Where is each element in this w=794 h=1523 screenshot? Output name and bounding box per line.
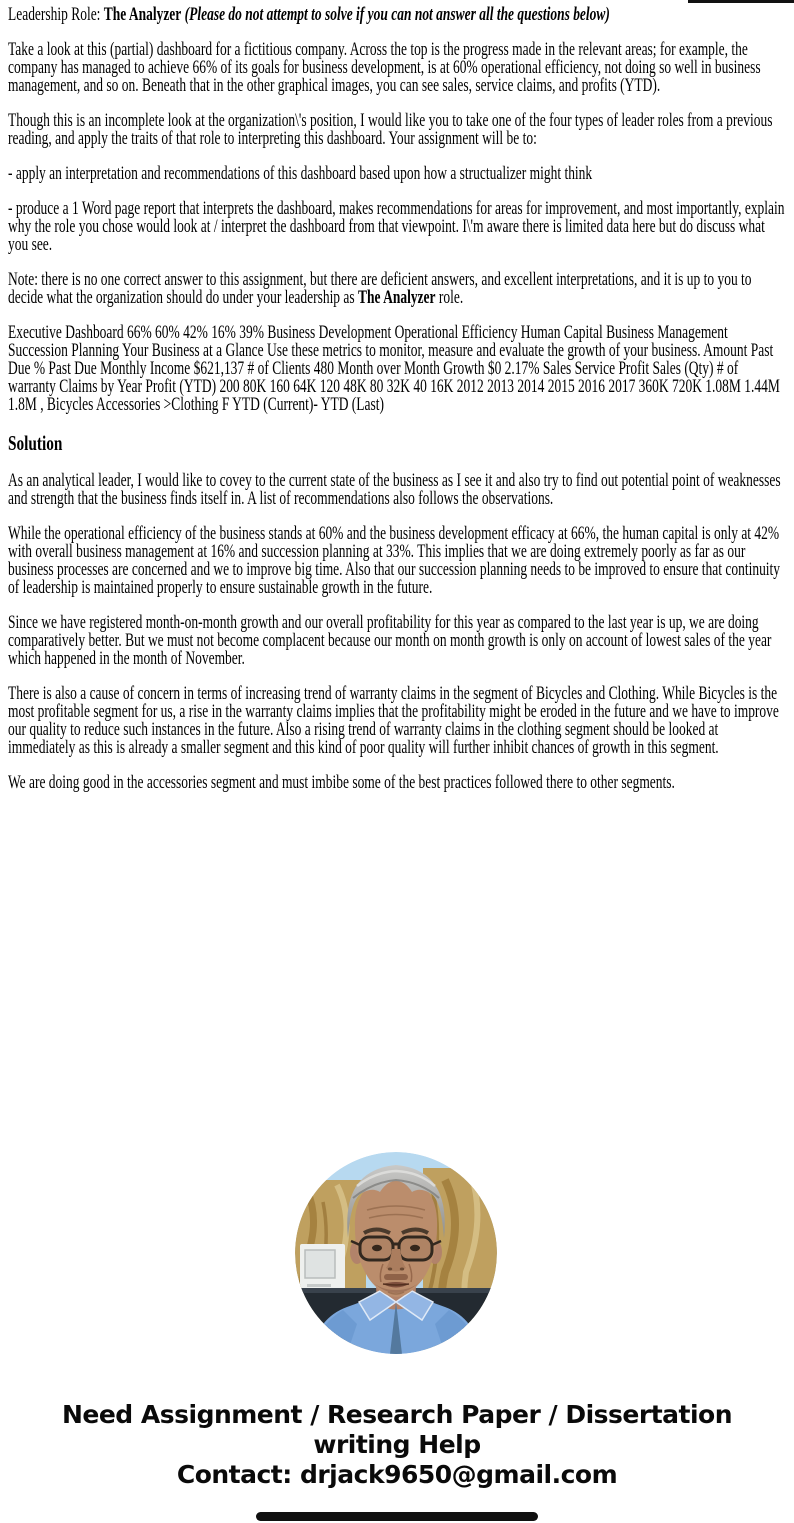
solution-paragraph-5: We are doing good in the accessories segment and must imbibe some of the best practices followed there to other segments. [8,773,675,793]
solution-paragraph-2: While the operational efficiency of the business stands at 60% and the business development efficacy at 66%, the human capital is only at 42% with overall business management at 16% and succession planning at 33%. This implies that we are doing extremely poorly as far as our business processes are concerned and we to improve big time. Also that our succession planning needs to be improved to ensure that continuity of leadership is maintained properly to ensure sustainable growth in the future. [8,524,781,598]
instructor-photo-illustration [295,1152,497,1354]
note-paragraph [8,271,786,307]
role-name: The Analyzer [103,5,182,25]
intro-paragraph-1: Take a look at this (partial) dashboard for a fictitious company. Across the top is the progress made in the relevant areas; for example, the company has managed to achieve 66% of its goals for business development, is at 60% operational efficiency, not doing so well in business management, and so on. Beneath that in the other graphical images, you can see sales, service claims, and profits (YTD). [8,40,761,96]
footer-contact-email: Contact: drjack9650@gmail.com [176,1460,618,1489]
footer-line-1: Need Assignment / Research Paper / Dissertation [61,1400,733,1429]
role-prefix: Leadership Role: [8,5,104,25]
note-post: role. [435,288,464,308]
solution-paragraph-1: As an analytical leader, I would like to covey to the current state of the business as I see it and also try to find out potential point of weaknesses and strength that the business finds itself in. A list of recommendations also follows the observations. [8,471,781,509]
intro-paragraph-2: Though this is an incomplete look at the organization\'s position, I would like you to take one of the four types of leader roles from a previous reading, and apply the traits of that role to interpreting this dashboard. Your assignment will be to: [8,111,773,149]
footer-banner [0,1400,794,1490]
role-warning: (Please do not attempt to solve if you can not answer all the questions below) [181,5,610,25]
assignment-bullet-2: - produce a 1 Word page report that interprets the dashboard, makes recommendations for areas for improvement, and most importantly, explain why the role you chose would look at / interpret the dashboard from that viewpoint. I\'m aware there is limited data here but do discuss what you see. [8,199,785,255]
assignment-text [8,0,786,809]
footer-line-2: writing Help [313,1430,481,1459]
home-indicator-bar [256,1512,538,1521]
solution-paragraph-3: Since we have registered month-on-month growth and our overall profitability for this year as compared to the last year is up, we are doing comparatively better. But we must not become complacent because our month on month growth is only on account of lowest sales of the year which happened in the month of November. [8,613,772,669]
assignment-bullet-1: - apply an interpretation and recommendations of this dashboard based upon how a structualizer might think [8,164,593,184]
dashboard-summary-paragraph: Executive Dashboard 66% 60% 42% 16% 39% Business Development Operational Efficiency Human Capital Business Management Succession Planning Your Business at a Glance Use these metrics to monitor, measure and evaluate the growth of your business. Amount Past Due % Past Due Monthly Income $621,137 # of Clients 480 Month over Month Growth $0 2.17% Sales Service Profit Sales (Qty) # of warranty Claims by Year Profit (YTD) 200 80K 160 64K 120 48K 80 32K 40 16K 2012 2013 2014 2015 2016 2017 360K 720K 1.08M 1.44M 1.8M , Bicycles Accessories >Clothing F YTD (Current)- YTD (Last) [8,323,780,415]
solution-paragraph-4: There is also a cause of concern in terms of increasing trend of warranty claims in the segment of Bicycles and Clothing. While Bicycles is the most profitable segment for us, a rise in the warranty claims implies that the profitability might be eroded in the future and we have to improve our quality to reduce such instances in the future. Also a rising trend of warranty claims in the clothing segment should be looked at immediately as this is already a smaller segment and this kind of poor quality will further inhibit chances of growth in this segment. [8,684,779,758]
note-role-name: The Analyzer [358,288,436,308]
solution-heading: Solution [8,431,63,455]
instructor-avatar [295,1152,497,1354]
note-pre: Note: there is no one correct answer to this assignment, but there are deficient answers, and excellent interpretations, and it is up to you to decide what the organization should do under your leadership as [8,270,752,308]
leadership-role-line [8,6,786,24]
